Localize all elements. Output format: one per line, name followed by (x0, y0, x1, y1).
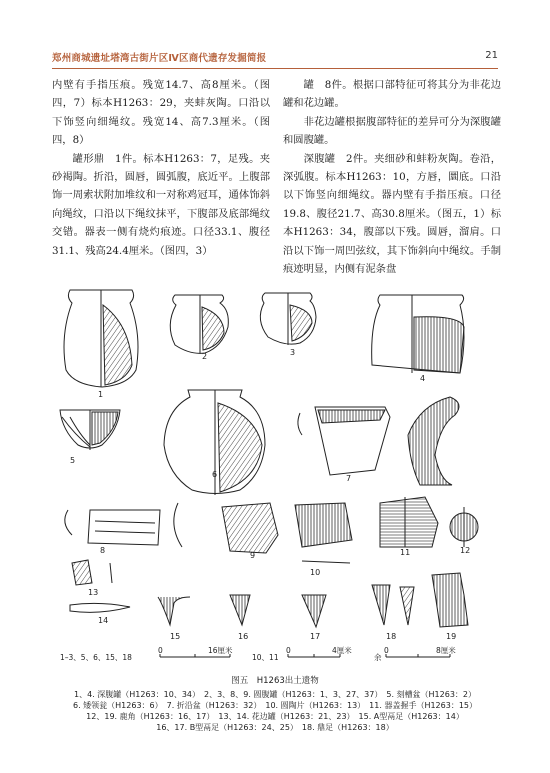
scale-bar-label: 1–3、5、6、15、18 (60, 653, 132, 662)
paragraph: 非花边罐根据腹部特征的差异可分为深腹罐和圆腹罐。 (283, 115, 501, 147)
figure-number: 1 (98, 390, 104, 399)
artifact-17-drawing (302, 595, 326, 627)
scale-bar-length: 16厘米 (208, 646, 233, 655)
paragraph: 罐形鼎 1件。标本H1263：7，足残。夹砂褐陶。折沿，圆唇，圆弧腹，底近平。上腹部饰一周索状附加堆纹和一对称鸡冠耳，通体饰斜向绳纹，口沿以下绳纹抹平，下腹部及底部绳纹交错。器表一侧有烧灼痕迹。口径33.1、腹径31.1、残高24.4厘米。（图四，3） (52, 152, 270, 257)
figure-number: 3 (290, 348, 296, 357)
figure-number: 9 (250, 551, 256, 560)
figure-number: 18 (386, 632, 397, 641)
artifact-3-drawing (260, 293, 316, 345)
figure-number: 7 (346, 474, 352, 483)
figure-number: 2 (202, 352, 208, 361)
artifact-13-drawing (72, 560, 112, 585)
figure-caption-line: 16、17. B型鬲足（H1263：24、25） 18. 鼎足（H1263：18） (156, 723, 394, 732)
header-rule (52, 68, 498, 69)
artifact-2-drawing (170, 295, 228, 353)
scale-bar-zero: 0 (158, 646, 163, 655)
scale-bar-zero: 0 (286, 646, 291, 655)
page-number: 21 (485, 50, 498, 61)
page-header (52, 50, 498, 66)
scale-bar-zero: 0 (384, 646, 389, 655)
artifact-4-drawing (372, 295, 464, 373)
figure-number: 5 (70, 456, 76, 465)
artifact-1-drawing (64, 290, 138, 387)
artifact-11-drawing (380, 497, 438, 547)
figure-caption-line: 6. 矮领瓮（H1263：6） 7. 折沿盆（H1263：32） 10. 圆陶片（H1263：13） 11. 器盖握手（H1263：15） (72, 701, 477, 710)
figure-number: 11 (400, 548, 411, 557)
figure-number: 12 (460, 546, 471, 555)
artifact-8-drawing (65, 510, 160, 545)
artifact-5-drawing (60, 410, 120, 450)
scale-bar-length: 8厘米 (436, 646, 456, 655)
figure-number: 8 (100, 546, 106, 555)
scale-bar-label: 余 (374, 653, 382, 662)
artifact-7-drawing (298, 407, 390, 475)
left-text-column (52, 76, 270, 260)
paragraph: 深腹罐 2件。夹细砂和蚌粉灰陶。卷沿，深弧腹。标本H1263：10，方唇，圜底。口沿以下饰竖向细绳纹。器内壁有手指压痕。口径19.8、腹径21.7、高30.8厘米。（图五，1）标本H1263：34，腹部以下残。圆唇，溜肩。口沿以下饰一周凹弦纹，其下饰斜向中绳纹。手制痕迹明显，内侧有泥条盘 (283, 152, 501, 276)
figure-number: 6 (212, 470, 218, 479)
scale-bar-length: 4厘米 (332, 646, 352, 655)
paragraph: 罐 8件。根据口部特征可将其分为非花边罐和花边罐。 (283, 79, 501, 110)
figure-number: 10 (310, 568, 321, 577)
artifact-drawings-figure (40, 285, 510, 675)
paragraph: 内壁有手指压痕。残宽14.7、高8厘米。（图四，7）标本H1263：29，夹蚌灰陶。口沿以下饰竖向细绳纹。残宽14、高7.3厘米。（图四，8） (52, 79, 270, 147)
artifact-14-drawing (70, 603, 130, 612)
figure-number: 4 (420, 374, 426, 383)
artifact-15-drawing (158, 597, 190, 625)
figure-caption-title: 图五 H1263出土遗物 (231, 676, 319, 686)
artifact-19-drawing (432, 573, 468, 627)
journal-running-title: 郑州商城遗址塔湾古街片区Ⅳ区商代遗存发掘简报 (52, 53, 267, 64)
antler-drawing (408, 397, 459, 485)
figure-caption-line: 12、19. 鹿角（H1263：16、17） 13、14. 花边罐（H1263：21、23） 15. A型鬲足（H1263：14） (86, 712, 464, 721)
artifact-18-drawing (372, 585, 414, 625)
figure-number: 19 (446, 632, 457, 641)
figure-caption-line: 1、4. 深腹罐（H1263：10、34） 2、3、8、9. 圆腹罐（H1263：1、3、27、37） 5. 刻槽盆（H1263：2） (74, 690, 476, 699)
right-text-column (283, 76, 501, 278)
figure-number: 13 (88, 588, 99, 597)
figure-number: 16 (238, 632, 249, 641)
artifact-9-drawing (174, 503, 278, 553)
artifact-16-drawing (230, 595, 250, 625)
artifact-12-drawing (450, 507, 478, 547)
artifact-10-drawing (295, 503, 352, 563)
figure-number: 17 (310, 632, 321, 641)
scale-bar-label: 10、11 (252, 653, 279, 662)
figure-number: 14 (98, 616, 109, 625)
artifact-6-drawing (164, 390, 265, 495)
figure-number: 15 (170, 632, 181, 641)
